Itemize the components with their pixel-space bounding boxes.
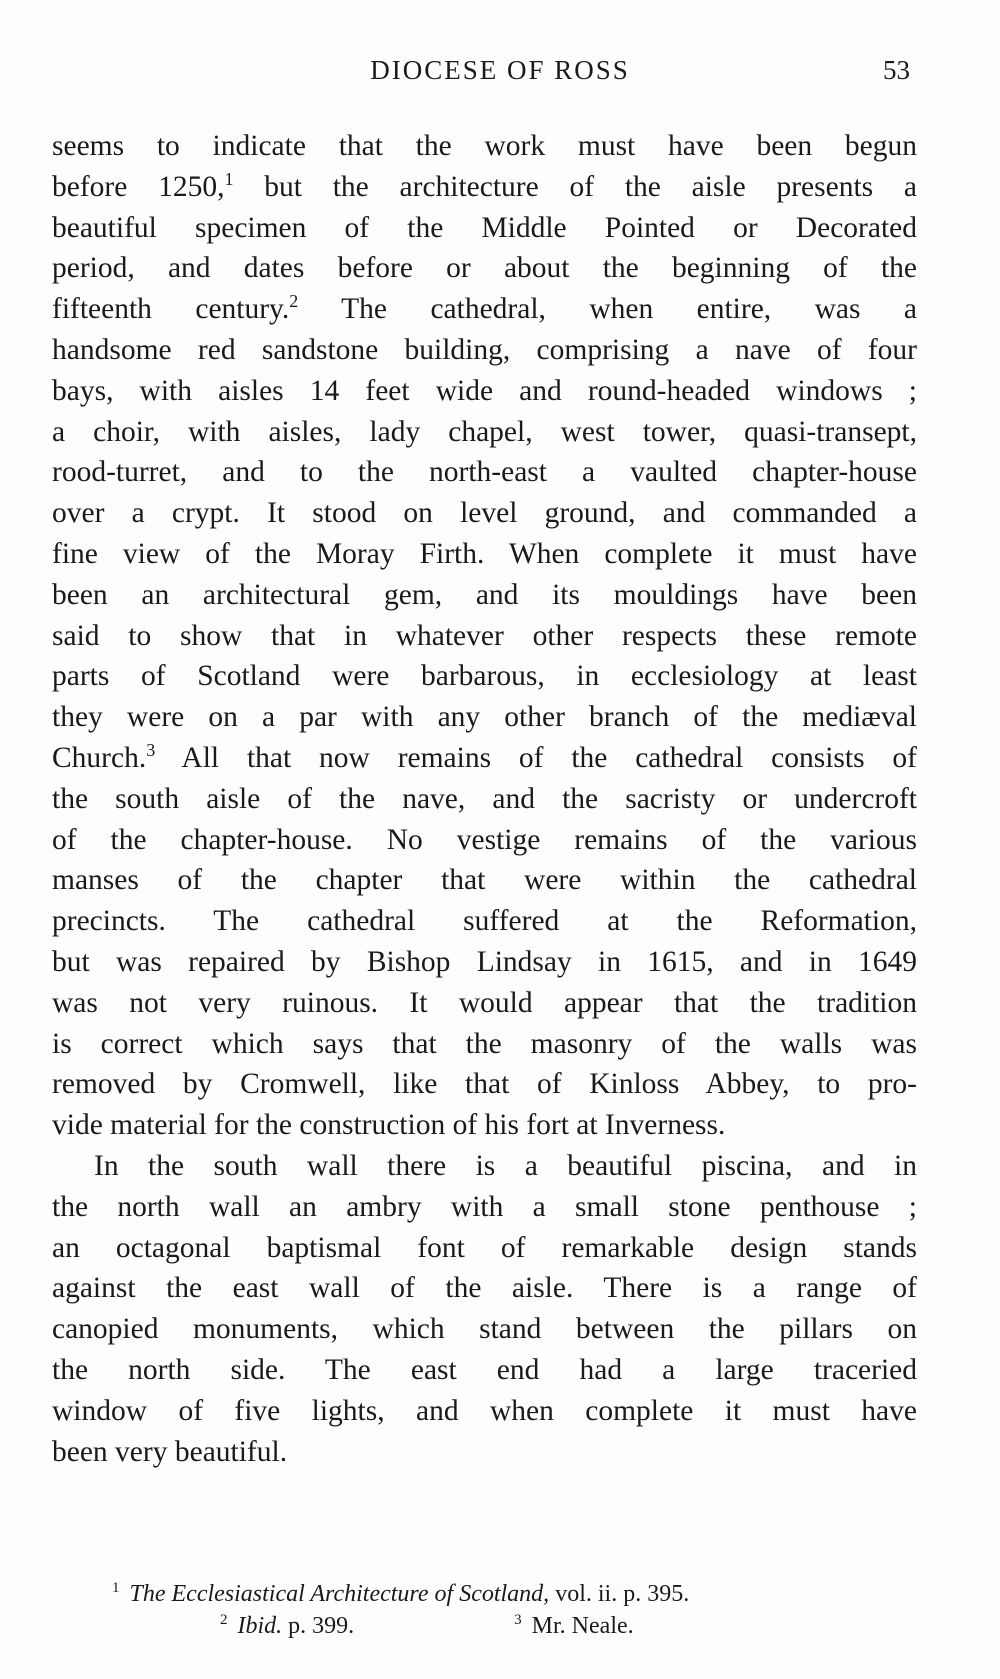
footnote-text: vol. ii. p. 395. bbox=[549, 1581, 690, 1607]
footnotes bbox=[52, 1578, 917, 1642]
text-line: beautiful specimen of the Middle Pointed or Decorated bbox=[52, 211, 917, 244]
text-line: seems to indicate that the work must have been begun bbox=[52, 130, 917, 162]
page-number: 53 bbox=[883, 55, 910, 85]
text-line: bays, with aisles 14 feet wide and round-headed windows ; bbox=[52, 374, 917, 407]
text-segment: before 1250, bbox=[52, 170, 225, 203]
text-line: parts of Scotland were barbarous, in ecclesiology at least bbox=[52, 660, 917, 693]
text-line: vide material for the construction of his fort at Inverness. bbox=[52, 1109, 726, 1142]
text-line: of the chapter-house. No vestige remains of the various bbox=[52, 823, 917, 856]
text-line: manses of the chapter that were within the cathedral bbox=[52, 864, 917, 897]
text-line: been very beautiful. bbox=[52, 1435, 288, 1468]
text-line: they were on a par with any other branch of the mediæval bbox=[52, 701, 917, 734]
text-segment: The cathedral, when entire, was a bbox=[298, 293, 917, 326]
footnote-2-3 bbox=[52, 1610, 917, 1642]
text-line: the north side. The east end had a large traceried bbox=[52, 1353, 917, 1386]
footnote-text: Mr. Neale. bbox=[531, 1613, 634, 1639]
footnote-number: 2 bbox=[220, 1612, 228, 1628]
text-line: handsome red sandstone building, comprising a nave of four bbox=[52, 333, 917, 366]
text-segment: but the architecture of the aisle presents a bbox=[233, 170, 917, 203]
running-title: DIOCESE OF ROSS bbox=[370, 55, 630, 85]
text-line: over a crypt. It stood on level ground, and commanded a bbox=[52, 497, 917, 530]
text-line: period, and dates before or about the beginning of the bbox=[52, 252, 917, 285]
text-line: is correct which says that the masonry of the walls was bbox=[52, 1027, 917, 1060]
footnote-reference: 2 bbox=[289, 291, 299, 312]
text-line: In the south wall there is a beautiful piscina, and in bbox=[94, 1149, 917, 1182]
text-line: rood-turret, and to the north-east a vaulted chapter-house bbox=[52, 456, 917, 489]
footnote-title: The Ecclesiastical Architecture of Scotland, bbox=[129, 1581, 550, 1607]
footnote-1 bbox=[52, 1578, 917, 1610]
footnote-number: 1 bbox=[112, 1580, 120, 1596]
footnote-ibid: Ibid. bbox=[237, 1613, 283, 1639]
text-line: removed by Cromwell, like that of Kinloss Abbey, to pro- bbox=[52, 1068, 917, 1101]
text-line: was not very ruinous. It would appear that the tradition bbox=[52, 986, 917, 1019]
footnote-reference: 3 bbox=[146, 739, 156, 760]
text-line: the south aisle of the nave, and the sacristy or undercroft bbox=[52, 782, 917, 815]
text-line: an octagonal baptismal font of remarkable design stands bbox=[52, 1231, 917, 1264]
text-segment: fifteenth century. bbox=[52, 293, 290, 326]
paragraph-2 bbox=[52, 1146, 917, 1472]
footnote-text: p. 399. bbox=[282, 1613, 355, 1639]
text-line: a choir, with aisles, lady chapel, west tower, quasi-transept, bbox=[52, 415, 917, 448]
text-line: precincts. The cathedral suffered at the Reformation, bbox=[52, 905, 917, 938]
text-line: but was repaired by Bishop Lindsay in 1615, and in 1649 bbox=[52, 945, 917, 978]
text-line: said to show that in whatever other respects these remote bbox=[52, 619, 917, 652]
body-text bbox=[52, 126, 917, 1472]
footnote-number: 3 bbox=[514, 1612, 522, 1628]
text-line bbox=[52, 167, 917, 208]
running-head bbox=[0, 55, 1000, 95]
footnote-reference: 1 bbox=[224, 168, 234, 189]
text-line: been an architectural gem, and its mouldings have been bbox=[52, 578, 917, 611]
text-line bbox=[52, 289, 917, 330]
text-segment: All that now remains of the cathedral consists of bbox=[155, 741, 917, 774]
paragraph-1 bbox=[52, 126, 917, 1146]
text-line: the north wall an ambry with a small stone penthouse ; bbox=[52, 1190, 917, 1223]
text-segment: Church. bbox=[52, 741, 147, 774]
text-line: against the east wall of the aisle. There is a range of bbox=[52, 1272, 917, 1305]
text-line: window of five lights, and when complete it must have bbox=[52, 1394, 917, 1427]
text-line: fine view of the Moray Firth. When complete it must have bbox=[52, 537, 917, 570]
text-line: canopied monuments, which stand between the pillars on bbox=[52, 1313, 917, 1346]
text-line bbox=[52, 738, 917, 779]
